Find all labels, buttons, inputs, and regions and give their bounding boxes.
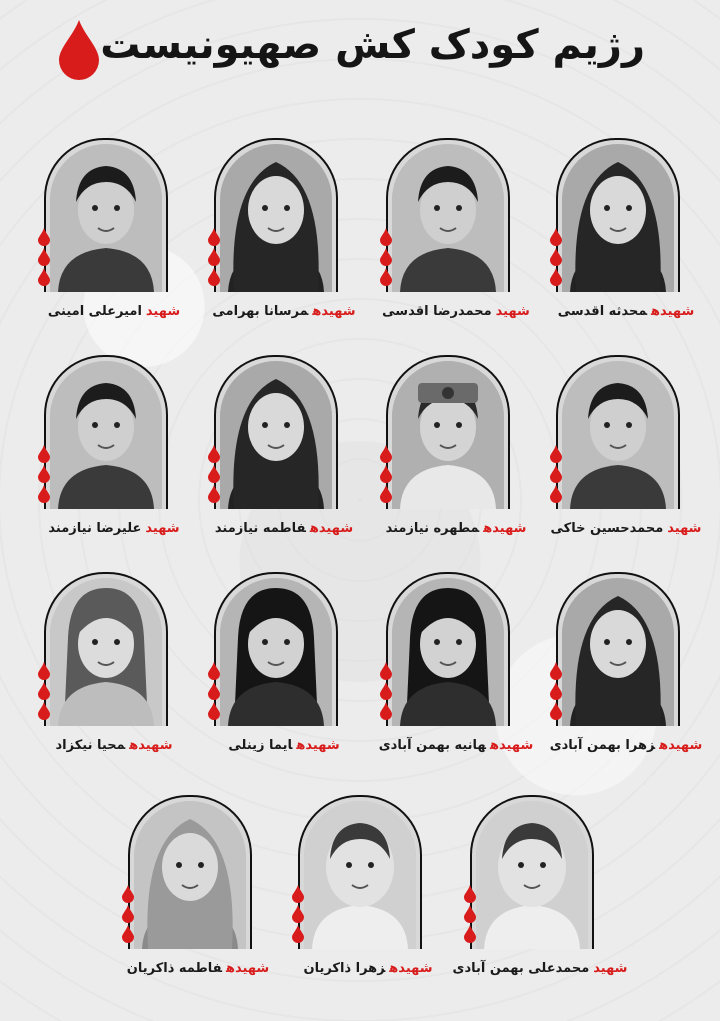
child-photo [392,361,504,509]
child-photo [220,578,332,726]
photo-frame [298,795,422,949]
child-name-label [356,304,556,319]
child-name-label [440,961,640,976]
child-name: زهرا بهمن آبادی [549,738,656,753]
martyr-prefix: شهید [593,961,628,976]
child-name-label [356,738,556,753]
child-name: محمدحسین خاکی [550,521,664,536]
photo-frame [214,572,338,726]
child-photo [392,578,504,726]
photo-frame [44,355,168,509]
child-name-label [356,521,556,536]
child-card [298,795,468,995]
child-name: محیا نیکزاد [55,738,126,753]
photo-frame [44,138,168,292]
child-name: محدثه اقدسی [557,304,648,319]
child-photo [50,361,162,509]
child-card [386,355,556,555]
child-name-label [14,521,214,536]
martyr-prefix: شهیده [651,304,695,319]
child-name: مرسانا بهرامی [212,304,309,319]
blood-drop-icon [55,18,103,80]
child-card [44,572,214,772]
martyr-prefix: شهیده [309,521,354,536]
child-name: محمدعلی بهمن آبادی [452,961,590,976]
child-photo [562,578,674,726]
martyr-prefix: شهیده [226,961,270,976]
martyr-prefix: شهیده [389,961,433,976]
child-name-label [184,738,384,753]
martyr-prefix: شهید [145,521,180,536]
child-name: فاطمه ذاکریان [126,961,223,976]
child-name-label [184,304,384,319]
blood-drops-icon [37,662,51,722]
blood-drops-icon [121,885,135,945]
child-photo [220,144,332,292]
child-name: امیرعلی امینی [47,304,142,319]
child-name: محمدرضا اقدسی [382,304,492,319]
child-photo [476,801,588,949]
photo-frame [386,138,510,292]
child-name-label [268,961,468,976]
child-card [44,355,214,555]
martyr-prefix: شهیده [490,738,534,753]
martyr-prefix: شهید [145,304,181,319]
child-photo [304,801,416,949]
child-name: علیرضا نیازمند [48,521,142,536]
photo-frame [44,572,168,726]
martyr-prefix: شهید [495,304,530,319]
child-card [214,355,384,555]
header [55,10,675,80]
photo-frame [556,138,680,292]
child-name: زهرا ذاکریان [303,961,386,976]
child-name: هانیه بهمن آبادی [378,738,487,753]
photo-frame [386,572,510,726]
martyr-prefix: شهیده [483,521,527,536]
child-card [378,572,556,772]
child-card [550,355,720,555]
child-name-label [98,961,298,976]
child-name: ایما زینلی [228,738,293,753]
blood-drops-icon [37,228,51,288]
child-card [382,138,556,338]
child-name: مطهره نیازمند [385,521,480,536]
child-name-label [184,521,384,536]
child-photo [562,361,674,509]
martyr-prefix: شهیده [296,738,340,753]
photo-frame [556,355,680,509]
photo-frame [214,355,338,509]
photo-frame [386,355,510,509]
child-card [214,572,384,772]
martyr-prefix: شهیده [129,738,173,753]
child-photo [50,144,162,292]
child-photo [220,361,332,509]
child-photo [562,144,674,292]
martyr-prefix: شهیده [312,304,356,319]
photo-frame [214,138,338,292]
child-card [128,795,298,995]
photo-frame [470,795,594,949]
child-photo [50,578,162,726]
child-card [549,572,720,772]
blood-drops-icon [37,445,51,505]
martyr-prefix: شهید [667,521,702,536]
child-photo [134,801,246,949]
child-photo [392,144,504,292]
child-name-label [14,304,214,319]
martyr-prefix: شهیده [659,738,703,753]
photo-frame [556,572,680,726]
child-name: فاطمه نیازمند [214,521,306,536]
child-card [44,138,214,338]
child-name-label [14,738,214,753]
photo-frame [128,795,252,949]
child-card [452,795,640,995]
page-title: رژیم کودک کش صهیونیست [100,22,645,68]
child-card [556,138,720,338]
child-card [214,138,384,338]
